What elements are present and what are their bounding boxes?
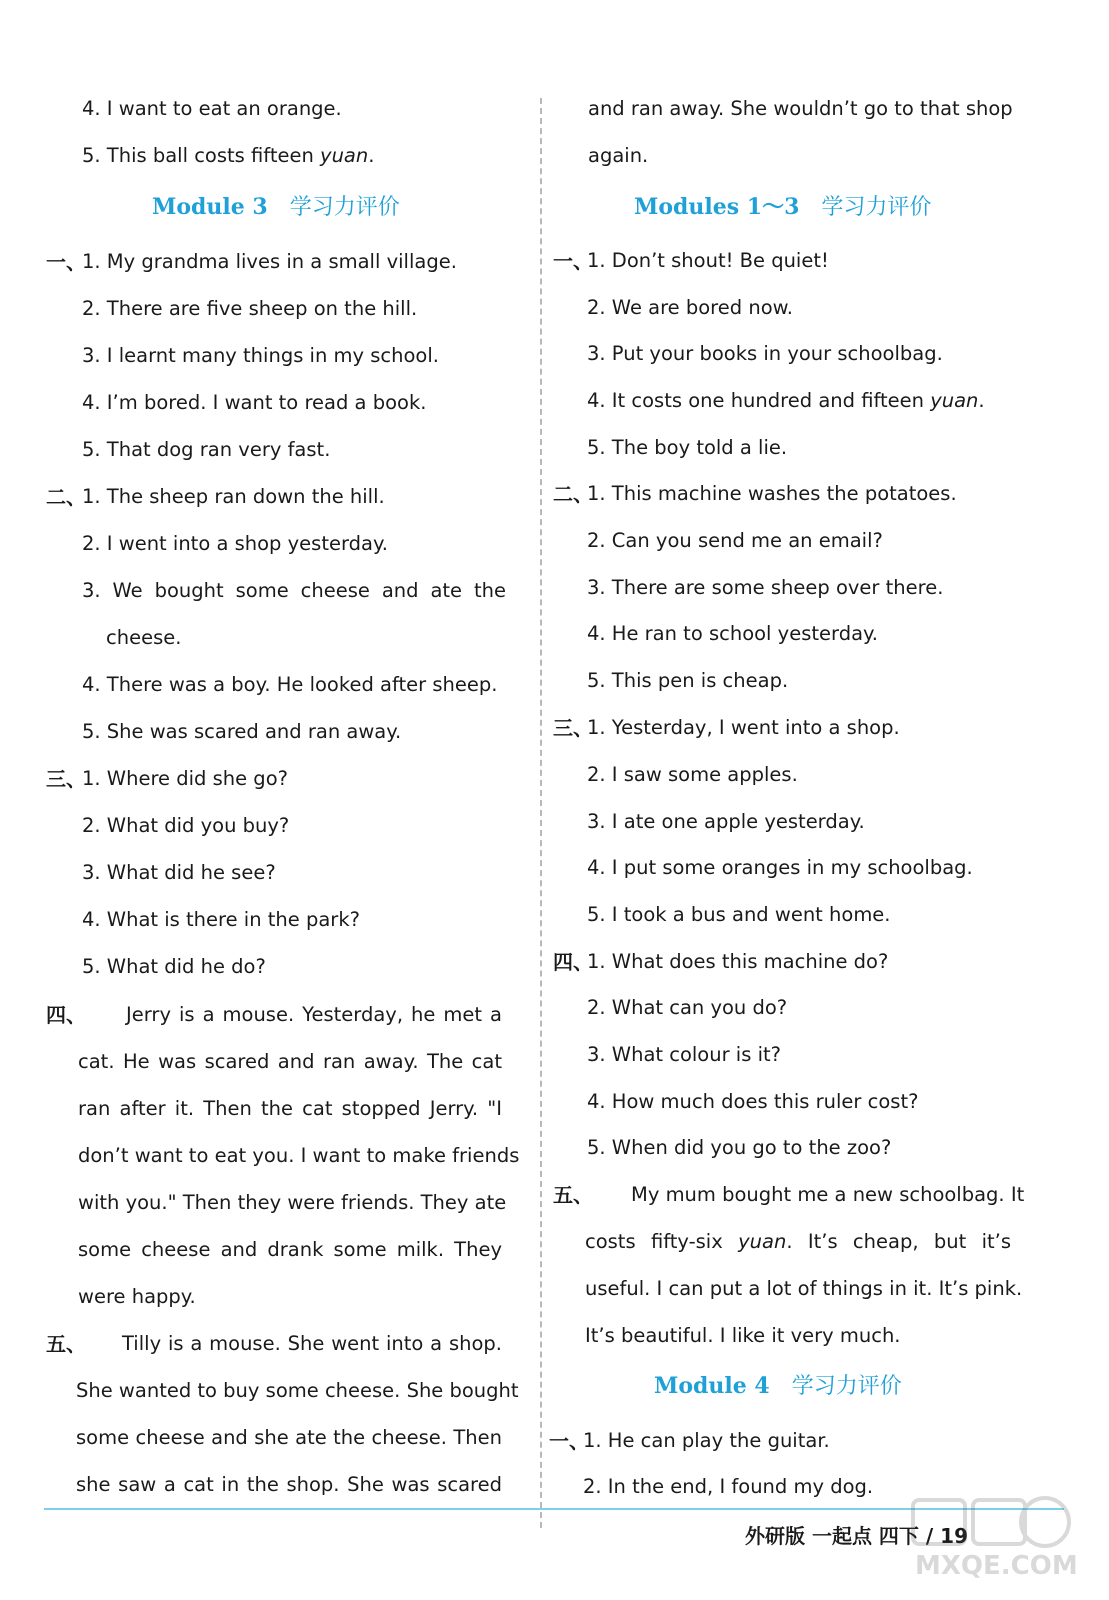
answer-line: 5. She was scared and ran away.	[82, 720, 402, 743]
section-heading-modules-1-3: Modules 1～3 学习力评价	[634, 194, 932, 220]
answer-line: 5. I took a bus and went home.	[587, 903, 891, 926]
answer-line: 3. Put your books in your schoolbag.	[587, 342, 943, 365]
answer-line: 3. What did he see?	[82, 861, 276, 884]
page-footer: 外研版 一起点 四下 / 19	[745, 1524, 968, 1548]
answer-line: 2. I saw some apples.	[587, 763, 798, 786]
answer-line: 5. This ball costs fifteen yuan.	[82, 144, 375, 167]
answer-line: 1. He can play the guitar.	[583, 1429, 830, 1452]
passage-line: some cheese and she ate the cheese. Then	[76, 1426, 502, 1449]
answer-line: 4. I want to eat an orange.	[82, 97, 342, 120]
watermark-logo	[905, 1494, 1085, 1584]
passage-line: she saw a cat in the shop. She was scared	[76, 1473, 502, 1496]
passage-line: It’s beautiful. I like it very much.	[585, 1324, 901, 1347]
answer-line	[46, 767, 86, 792]
answer-line: 5. The boy told a lie.	[587, 436, 788, 459]
passage-line: again.	[588, 144, 649, 167]
section-mark: 二、	[46, 485, 86, 509]
section-mark: 四、	[553, 950, 593, 974]
answer-line: 3. We bought some cheese and ate the	[82, 579, 506, 602]
answer-line	[46, 250, 86, 275]
section-mark: 一、	[46, 250, 86, 274]
answer-line: 1. Where did she go?	[82, 767, 288, 790]
answer-line: 2. Can you send me an email?	[587, 529, 883, 552]
passage-line: and ran away. She wouldn’t go to that shop	[588, 97, 1013, 120]
answer-line: 1. My grandma lives in a small village.	[82, 250, 457, 273]
answer-line: 2. There are five sheep on the hill.	[82, 297, 418, 320]
answer-line: 4. How much does this ruler cost?	[587, 1090, 919, 1113]
answer-line: 4. There was a boy. He looked after sheep.	[82, 673, 498, 696]
section-heading-module3: Module 3 学习力评价	[152, 194, 400, 220]
answer-line: 5. What did he do?	[82, 955, 266, 978]
answer-line: 1. What does this machine do?	[587, 950, 889, 973]
passage-line: useful. I can put a lot of things in it. It’s pink.	[585, 1277, 1023, 1300]
passage-line: cat. He was scared and ran away. The cat	[78, 1050, 502, 1073]
section-heading-module4: Module 4 学习力评价	[654, 1373, 902, 1399]
answer-line: 2. What did you buy?	[82, 814, 290, 837]
answer-line: 3. There are some sheep over there.	[587, 576, 944, 599]
passage-line: costs fifty-six yuan. It’s cheap, but it’s	[585, 1230, 1011, 1253]
answer-line: cheese.	[106, 626, 182, 649]
watermark-text: MXQE.COM	[915, 1551, 1078, 1581]
passage-line: were happy.	[78, 1285, 196, 1308]
passage-line: don’t want to eat you. I want to make friends	[78, 1144, 520, 1167]
section-mark: 二、	[553, 482, 593, 506]
answer-line: 3. I learnt many things in my school.	[82, 344, 439, 367]
section-mark: 五、	[46, 1332, 86, 1356]
passage-line: Jerry is a mouse. Yesterday, he met a	[126, 1003, 502, 1026]
passage-line: Tilly is a mouse. She went into a shop.	[122, 1332, 502, 1355]
section-mark: 五、	[553, 1183, 593, 1207]
passage-line: She wanted to buy some cheese. She bought	[76, 1379, 519, 1402]
passage-line: with you." Then they were friends. They ate	[78, 1191, 507, 1214]
answer-line: 4. It costs one hundred and fifteen yuan.	[587, 389, 985, 412]
answer-line: 4. I’m bored. I want to read a book.	[82, 391, 427, 414]
passage-line: My mum bought me a new schoolbag. It	[631, 1183, 1025, 1206]
section-mark: 一、	[549, 1429, 589, 1453]
answer-line	[46, 485, 86, 510]
section-mark: 三、	[46, 767, 86, 791]
section-mark: 一、	[553, 249, 593, 273]
section-mark: 三、	[553, 716, 593, 740]
answer-line: 5. That dog ran very fast.	[82, 438, 331, 461]
answer-line: 3. What colour is it?	[587, 1043, 782, 1066]
answer-line: 4. He ran to school yesterday.	[587, 622, 878, 645]
answer-line: 2. I went into a shop yesterday.	[82, 532, 388, 555]
answer-line	[46, 1003, 86, 1028]
section-mark: 四、	[46, 1003, 86, 1027]
answer-line	[46, 1332, 86, 1357]
answer-line: 1. The sheep ran down the hill.	[82, 485, 385, 508]
answer-line	[553, 1183, 593, 1208]
passage-line: ran after it. Then the cat stopped Jerry. "I	[78, 1097, 502, 1120]
answer-line: 5. When did you go to the zoo?	[587, 1136, 892, 1159]
answer-line: 2. In the end, I found my dog.	[583, 1475, 874, 1498]
answer-line: 2. What can you do?	[587, 996, 788, 1019]
watermark-icon	[905, 1494, 1085, 1584]
answer-line: 1. Don’t shout! Be quiet!	[587, 249, 829, 272]
answer-line: 4. I put some oranges in my schoolbag.	[587, 856, 973, 879]
answer-line: 2. We are bored now.	[587, 296, 793, 319]
answer-line: 4. What is there in the park?	[82, 908, 360, 931]
passage-line: some cheese and drank some milk. They	[78, 1238, 502, 1261]
column-divider	[540, 98, 542, 1528]
answer-line: 1. Yesterday, I went into a shop.	[587, 716, 900, 739]
answer-line: 3. I ate one apple yesterday.	[587, 810, 865, 833]
answer-line: 5. This pen is cheap.	[587, 669, 789, 692]
answer-line: 1. This machine washes the potatoes.	[587, 482, 957, 505]
